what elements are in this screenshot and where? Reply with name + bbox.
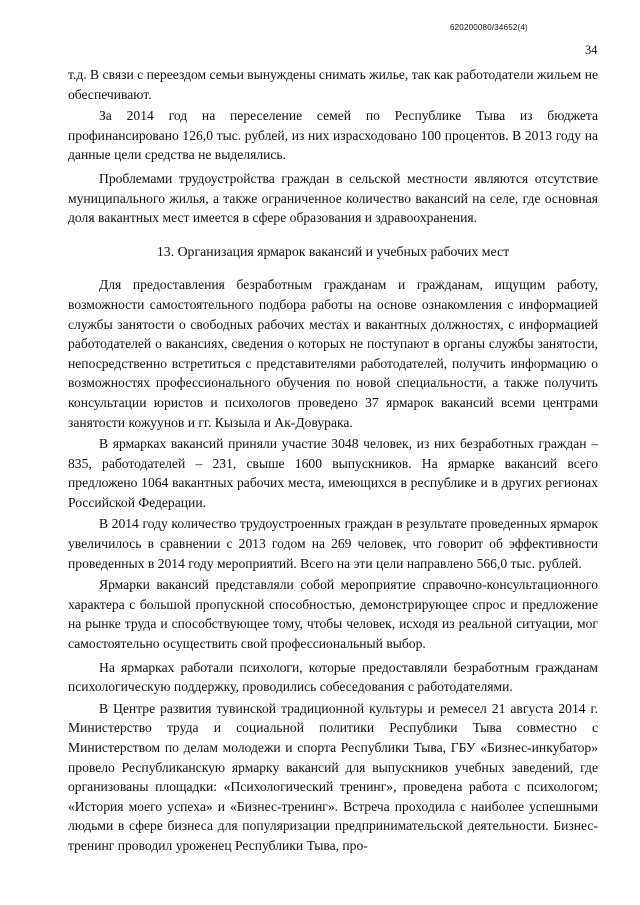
document-body bbox=[68, 65, 598, 856]
section-heading: 13. Организация ярмарок вакансий и учебных рабочих мест bbox=[156, 243, 510, 259]
paragraph-job-fairs-participants: В ярмарках вакансий приняли участие 3048 человек, из них безработных граждан – 835, работодателей – 231, свыше 1600 выпускников. На ярмарке вакансий всего предложено 1064 вакантных рабочих места, имеющихся в республике и в других регионах Российской Федерации. bbox=[68, 436, 598, 510]
paragraph-psychologists: На ярмарках работали психологи, которые предоставляли безработным гражданам психологическую поддержку, проводились собеседования с работодателями. bbox=[68, 659, 598, 695]
page-number: 34 bbox=[585, 43, 598, 57]
paragraph-republican-job-fair: В Центре развития тувинской традиционной культуры и ремесел 21 августа 2014 г. Министерство труда и социальной политики Республики Тыва совместно с Министерством по делам молодежи и спорта Республики Тыва, ГБУ «Бизнес-инкубатор» провело Республиканскую ярмарку вакансий для выпускников учебных заведений, где организованы площадки: «Психологический тренинг», проведена работа с психологом; «История моего успеха» и «Бизнес-тренинг». Встреча проходила с наиболее успешными людьми в сфере бизнеса для популяризации предпринимательской деятельности. Бизнес-тренинг проводил уроженец Республики Тыва, про- bbox=[68, 700, 598, 853]
paragraph-rural-employment-problems: Проблемами трудоустройства граждан в сельской местности являются отсутствие муниципального жилья, а также ограниченное количество вакансий на селе, где основная доля вакантных мест имеется в сфере образования и здравоохранения. bbox=[68, 170, 598, 226]
paragraph-job-fairs-results: В 2014 году количество трудоустроенных граждан в результате проведенных ярмарок увеличилось в сравнении с 2013 годом на 269 человек, что говорит об эффективности проведенных в 2014 году мероприятий. Всего на эти цели направлено 566,0 тыс. рублей. bbox=[68, 516, 598, 571]
paragraph-job-fairs-character: Ярмарки вакансий представляли собой мероприятие справочно-консультационного характера с большой пропускной способностью, демонстрирующее спрос и предложение на рынке труда и способствующее тому, чтобы человек, исходя из реальной ситуации, мог самостоятельно осуществить свой профессиональный выбор. bbox=[68, 577, 598, 652]
paragraph-job-fairs-intro: Для предоставления безработным гражданам и гражданам, ищущим работу, возможности самостоятельного подбора работы на основе ознакомления с информацией службы занятости о свободных рабочих местах и вакантных должностях, с информацией работодателей о вакансиях, сведения о которых не поступают в органы службы занятости, непосредственно встретиться с представителями работодателей, получить информацию о возможностях профессионального обучения по новой специальности, а также получить консультации юристов и психологов проведено 37 ярмарок вакансий всеми центрами занятости кожуунов и гг. Кызыла и Ак-Довурака. bbox=[68, 277, 598, 430]
paragraph-resettlement-funding: За 2014 год на переселение семей по Республике Тыва из бюджета профинансировано 126,0 тыс. рублей, из них израсходовано 100 процентов. В 2013 году на данные цели средства не выделялись. bbox=[68, 108, 598, 163]
document-id: 620200080/34652(4) bbox=[450, 23, 528, 32]
paragraph-continuation: т.д. В связи с переездом семьи вынуждены снимать жилье, так как работодатели жильем не обеспечивают. bbox=[68, 67, 598, 102]
